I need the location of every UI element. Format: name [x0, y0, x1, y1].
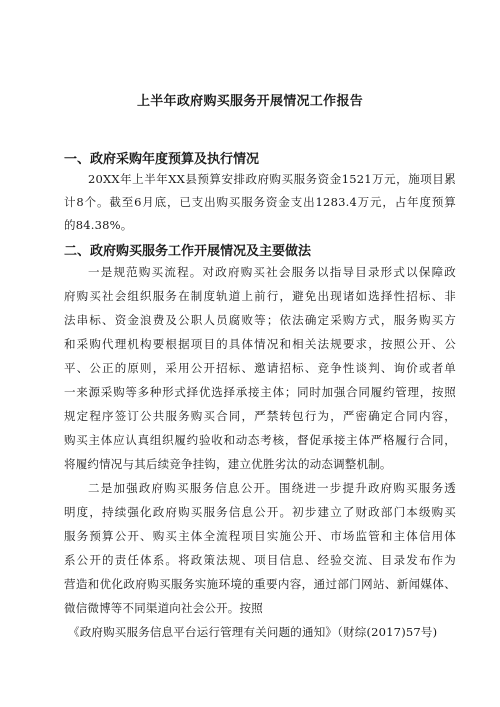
section-2-heading: 二、政府购买服务工作开展情况及主要做法 — [64, 244, 312, 259]
section-2-para-2-line-2: 明度，持续强化政府购买服务信息公开。初步建立了财政部门本级购买 — [64, 505, 456, 519]
section-1-heading: 一、政府采购年度预算及执行情况 — [64, 152, 260, 167]
section-2-para-2-line-5: 营造和优化政府购买服务实施环境的重要内容，通过部门网站、新闻媒体、 — [64, 577, 456, 591]
section-2-para-1-line-3: 法串标、资金浪费及公职人员腐败等；依法确定采购方式，服务购买方 — [64, 313, 456, 327]
section-2-para-2-line-7: 《政府购买服务信息平台运行管理有关问题的通知》（财综(2017)57号) — [68, 625, 438, 639]
section-2-para-1-line-2: 府购买社会组织服务在制度轨道上前行，避免出现诸如选择性招标、非 — [64, 289, 456, 303]
section-2-para-2-line-1: 二是加强政府购买服务信息公开。围绕进一步提升政府购买服务透 — [88, 481, 456, 495]
section-2-para-1-line-1: 一是规范购买流程。对政府购买社会服务以指导目录形式以保障政 — [88, 265, 456, 279]
section-2-para-2-line-4: 系公开的责任体系。将政策法规、项目信息、经验交流、目录发布作为 — [64, 553, 456, 567]
section-2-para-1-line-4: 和采购代理机构要根据项目的具体情况和相关法规要求，按照公开、公 — [64, 337, 456, 351]
section-1-line-1: 20XX年上半年XX县预算安排政府购买服务资金1521万元，施项目累 — [88, 172, 456, 186]
section-2-para-1-line-8: 购买主体应认真组织履约验收和动态考核，督促承接主体严格履行合同， — [64, 433, 456, 447]
document-title: 上半年政府购买服务开展情况工作报告 — [136, 94, 364, 109]
section-2-para-2-line-6: 微信微博等不同渠道向社会公开。按照 — [64, 601, 263, 615]
section-2-para-1-line-9: 将履约情况与其后续竞争挂钩，建立优胜劣汰的动态调整机制。 — [64, 457, 392, 471]
section-2-para-1-line-7: 规定程序签订公共服务购买合同，严禁转包行为，严密确定合同内容， — [64, 409, 456, 423]
section-2-para-2-line-3: 服务预算公开、购买主体全流程项目实施公开、市场监管和主体信用体 — [64, 529, 456, 543]
section-2-para-1-line-5: 平、公正的原则，采用公开招标、邀请招标、竞争性谈判、询价或者单 — [64, 361, 456, 375]
section-1-line-3: 的84.38%。 — [64, 218, 133, 232]
section-1-line-2: 计8个。截至6月底，已支出购买服务资金支出1283.4万元，占年度预算 — [64, 195, 456, 209]
section-2-para-1-line-6: 一来源采购等多种形式择优选择承接主体；同时加强合同履约管理，按照 — [64, 385, 456, 399]
